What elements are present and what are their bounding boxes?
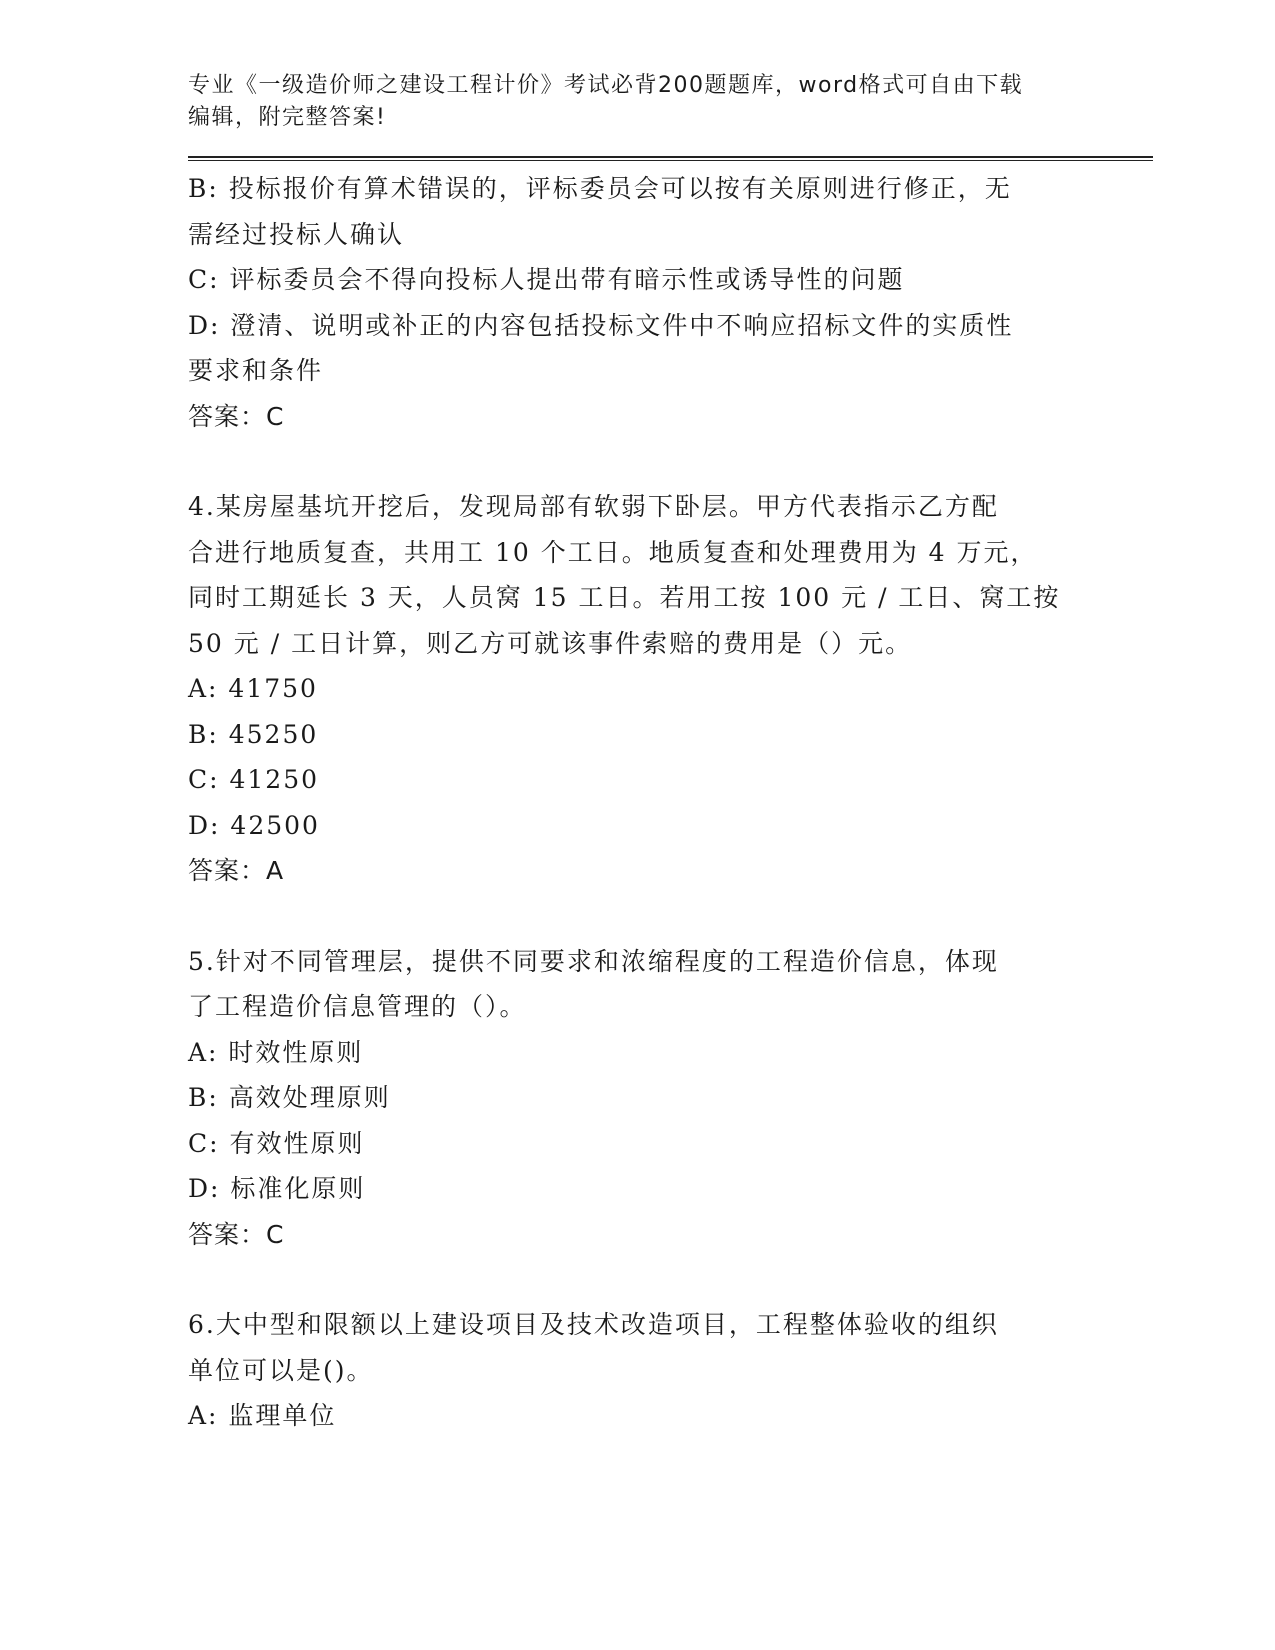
document-page [188, 70, 1153, 1439]
q4-stem-line-2: 合进行地质复查，共用工 10 个工日。地质复查和处理费用为 4 万元， [188, 537, 1038, 567]
q5-option-a: A: 时效性原则 [188, 1037, 364, 1067]
q4-option-b: B: 45250 [188, 719, 319, 749]
q4-stem-line-4: 50 元 / 工日计算，则乙方可就该事件索赔的费用是（）元。 [188, 628, 913, 658]
spacer [188, 1257, 1068, 1302]
q3-option-b-line-1: B: 投标报价有算术错误的，评标委员会可以按有关原则进行修正，无 [188, 174, 1012, 203]
header-line-1: 专业《一级造价师之建设工程计价》考试必背200题题库，word格式可自由下载 [188, 73, 1024, 98]
spacer [188, 894, 1068, 939]
q4-option-a: A: 41750 [188, 674, 318, 703]
q4-answer: 答案：A [188, 856, 285, 885]
document-header [188, 70, 1068, 134]
q5-option-c: C: 有效性原则 [188, 1128, 365, 1158]
q5-option-d: D: 标准化原则 [188, 1174, 366, 1203]
q3-option-d-line-1: D: 澄清、说明或补正的内容包括投标文件中不响应招标文件的实质性 [188, 310, 1014, 340]
question-content [188, 166, 1068, 1439]
q5-option-b: B: 高效处理原则 [188, 1083, 391, 1112]
q6-stem-line-2: 单位可以是()。 [188, 1355, 374, 1385]
q5-stem-line-1: 5.针对不同管理层，提供不同要求和浓缩程度的工程造价信息，体现 [188, 946, 999, 976]
q6-stem-line-1: 6.大中型和限额以上建设项目及技术改造项目，工程整体验收的组织 [188, 1310, 999, 1339]
header-divider [188, 156, 1153, 158]
q3-answer: 答案：C [188, 401, 285, 431]
question-6 [188, 1302, 1068, 1439]
question-3-partial [188, 166, 1068, 439]
q3-option-b-line-2: 需经过投标人确认 [188, 219, 405, 249]
q3-option-c: C: 评标委员会不得向投标人提出带有暗示性或诱导性的问题 [188, 265, 905, 294]
q4-stem-line-3: 同时工期延长 3 天，人员窝 15 工日。若用工按 100 元 / 工日、窝工按 [188, 583, 1061, 612]
q5-stem-line-2: 了工程造价信息管理的（）。 [188, 992, 527, 1021]
q5-answer: 答案：C [188, 1219, 285, 1249]
header-line-2: 编辑，附完整答案! [188, 105, 387, 130]
q6-option-a: A: 监理单位 [188, 1401, 337, 1430]
q4-option-c: C: 41250 [188, 765, 320, 794]
q4-stem-line-1: 4.某房屋基坑开挖后，发现局部有软弱下卧层。甲方代表指示乙方配 [188, 492, 999, 521]
q4-option-d: D: 42500 [188, 810, 320, 840]
q3-option-d-line-2: 要求和条件 [188, 356, 324, 385]
question-4 [188, 484, 1068, 894]
spacer [188, 439, 1068, 484]
question-5 [188, 939, 1068, 1258]
